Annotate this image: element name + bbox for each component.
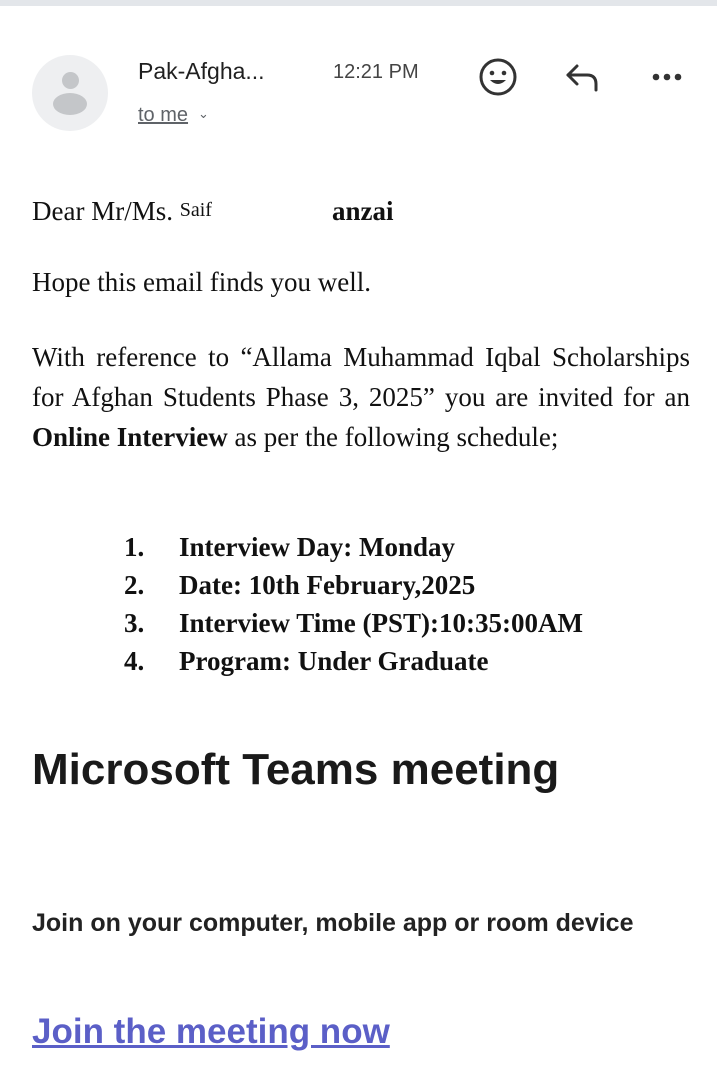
- list-item: [124, 528, 583, 566]
- avatar-icon[interactable]: [32, 55, 108, 131]
- emoji-icon[interactable]: [477, 56, 519, 98]
- reply-icon[interactable]: [563, 60, 603, 96]
- list-item: [124, 566, 583, 604]
- list-text: Date: 10th February,2025: [179, 570, 476, 600]
- more-icon[interactable]: [649, 70, 685, 84]
- para-text-a: With reference to “Allama Muhammad Iqbal Scholarships for Afghan Students Phase 3, 2025” you are invited for an: [32, 342, 690, 412]
- recipient-name-end: anzai: [331, 196, 394, 226]
- list-number: 2.: [124, 570, 145, 600]
- recipient-label: to me: [138, 104, 189, 126]
- list-number: 1.: [124, 532, 145, 562]
- schedule-list: [124, 528, 583, 680]
- teams-heading: Microsoft Teams meeting: [32, 745, 560, 794]
- join-instructions: Join on your computer, mobile app or room device: [32, 909, 634, 937]
- para-bold: Online Interview: [32, 422, 228, 452]
- recipient-name-start: Saif: [179, 199, 212, 221]
- chevron-down-icon: ⌄: [198, 106, 209, 121]
- list-item: [124, 604, 583, 642]
- greeting-prefix: Dear Mr/Ms.: [32, 196, 173, 226]
- list-text: Interview Time (PST):10:35:00AM: [179, 608, 583, 638]
- join-meeting-link[interactable]: Join the meeting now: [32, 1012, 390, 1051]
- para-text-b: as per the following schedule;: [227, 422, 559, 452]
- list-text: Program: Under Graduate: [179, 646, 489, 676]
- intro-line: Hope this email finds you well.: [32, 267, 371, 297]
- list-number: 4.: [124, 646, 145, 676]
- email-time: 12:21 PM: [333, 61, 419, 83]
- list-number: 3.: [124, 608, 145, 638]
- list-text: Interview Day: Monday: [179, 532, 455, 562]
- list-item: [124, 642, 583, 680]
- sender-name[interactable]: Pak-Afgha...: [138, 58, 265, 84]
- greeting: [32, 196, 393, 227]
- top-bar: [0, 0, 717, 6]
- recipient-toggle[interactable]: [138, 104, 209, 127]
- body-paragraph: [32, 337, 690, 457]
